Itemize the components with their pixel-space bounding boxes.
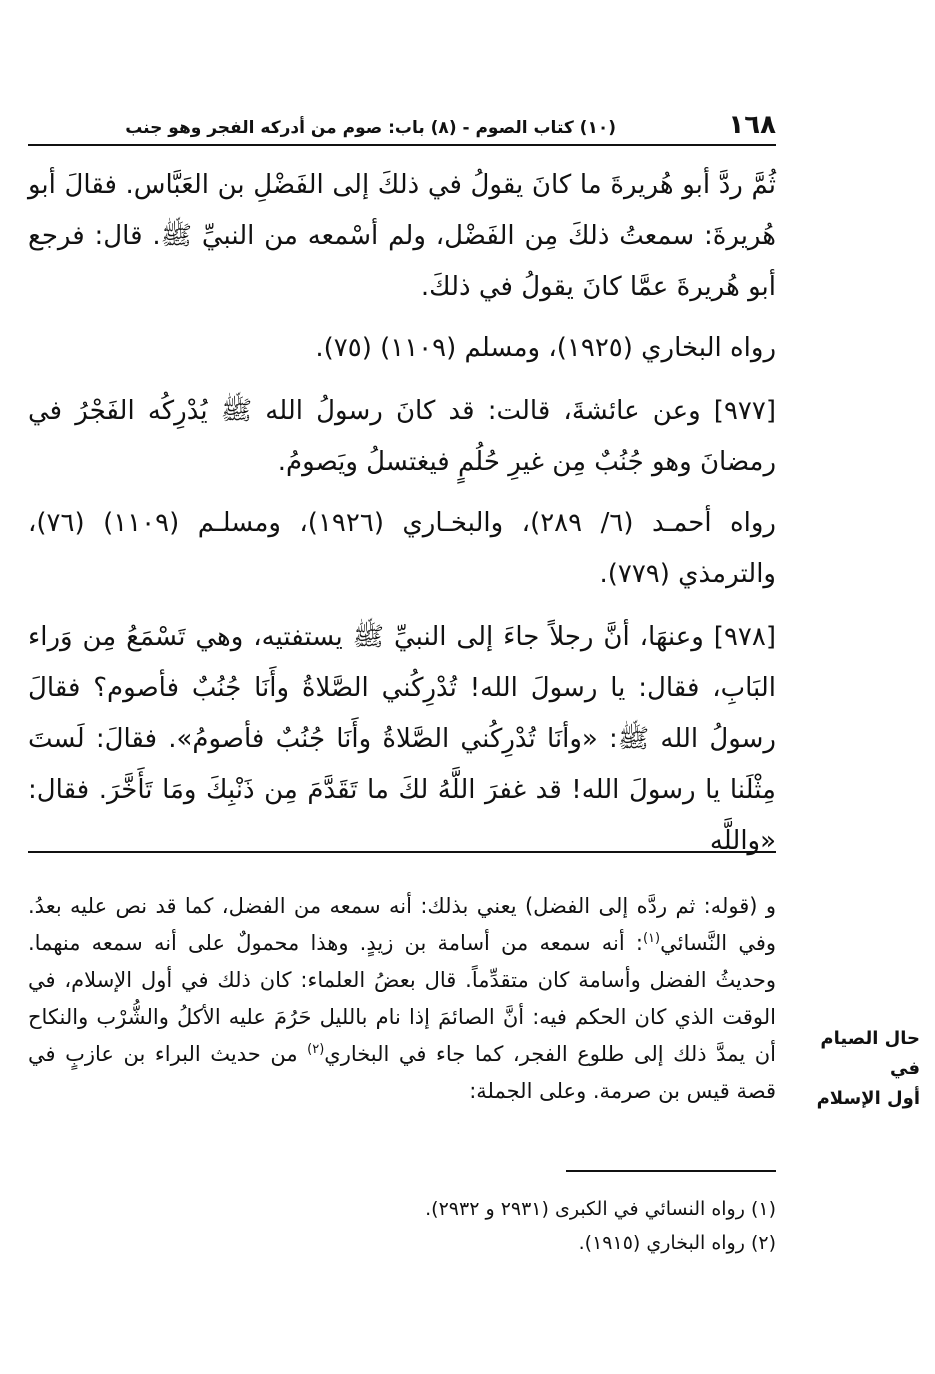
- margin-note-line: حال الصيام في: [820, 1028, 920, 1079]
- margin-note: [792, 1024, 920, 1114]
- commentary-part: : أنه سمعه من أسامة بن زيدٍ. وهذا محمولٌ على أنه سمعه منهما. وحديثُ الفضل وأسامة كان متقدِّماً. قال بعضُ العلماء: كان ذلك في أول الإسلام، في الوقت الذي كان الحكم فيه: أنَّ الصائمَ إذا نام بالليل حَرُمَ عليه الأكلُ والشُّرْب والنكاح أن يمدَّ ذلك إلى طلوع الفجر، كما جاء في البخاري: [28, 931, 776, 1066]
- commentary-part: من حديث البراء بن عازبٍ في قصة قيس بن صرمة. وعلى الجملة:: [28, 1042, 776, 1103]
- footnote-1: (١) رواه النسائي في الكبرى (٢٩٣١ و ٢٩٣٢).: [425, 1198, 776, 1220]
- footnote-divider: [566, 1170, 776, 1172]
- page-number: ١٦٨: [728, 110, 776, 140]
- footnotes: [28, 1192, 776, 1260]
- margin-note-line: أول الإسلام: [816, 1088, 920, 1109]
- footnote-ref-2: (٢): [307, 1042, 325, 1057]
- section-divider: [28, 851, 776, 853]
- running-title: (١٠) كتاب الصوم - (٨) باب: صوم من أدركه الفجر وهو جنب: [125, 118, 616, 138]
- footnote-ref-1: (١): [642, 931, 661, 946]
- page-header: [28, 108, 776, 146]
- hadith-continuation: ثُمَّ ردَّ أبو هُريرةَ ما كانَ يقولُ في ذلكَ إلى الفَضْلِ بن العَبَّاس. فقالَ أبو هُريرةَ: سمعتُ ذلكَ مِن الفَضْل، ولم أسْمعه من النبيِّ ﷺ. قال: فرجع أبو هُريرةَ عمَّا كانَ يقولُ في ذلكَ.: [28, 170, 776, 302]
- hadith-978: [٩٧٨] وعنهَا، أنَّ رجلاً جاءَ إلى النبيِّ ﷺ يستفتيه، وهي تَسْمَعُ مِن وَراء البَابِ، فقال: يا رسولَ الله! تُدْرِكُني الصَّلاةُ وأَنَا جُنُبٌ فأصوم؟ فقالَ رسولُ الله ﷺ: «وأنَا تُدْرِكُني الصَّلاةُ وأَنَا جُنُبٌ فأصومُ». فقالَ: لَستَ مِثْلَنا يا رسولَ الله! قد غفرَ اللَّهُ لكَ ما تَقَدَّمَ مِن ذَنْبِكَ ومَا تَأَخَّرَ. فقال: «واللَّه: [28, 622, 776, 856]
- source-citation: رواه البخاري (١٩٢٥)، ومسلم (١١٠٩) (٧٥).: [315, 333, 776, 363]
- footnote-2: (٢) رواه البخاري (١٩١٥).: [578, 1232, 776, 1254]
- source-citation: رواه أحمـد (٦/ ٢٨٩)، والبخـاري (١٩٢٦)، ومسلـم (١١٠٩) (٧٦)، والترمذي (٧٧٩).: [28, 508, 776, 589]
- commentary-part: و (قوله: ثم ردَّه إلى الفضل) يعني بذلك: أنه سمعه من الفضل، كما قد نص عليه بعدُ. وفي النَّسائي: [28, 894, 776, 955]
- commentary-text: [28, 888, 776, 1110]
- hadith-977: [٩٧٧] وعن عائشةَ، قالت: قد كانَ رسولُ الله ﷺ يُدْرِكُه الفَجْرُ في رمضانَ وهو جُنُبٌ مِن غيرِ حُلُمٍ فيغتسلُ ويَصومُ.: [28, 396, 776, 477]
- main-text: [28, 160, 776, 877]
